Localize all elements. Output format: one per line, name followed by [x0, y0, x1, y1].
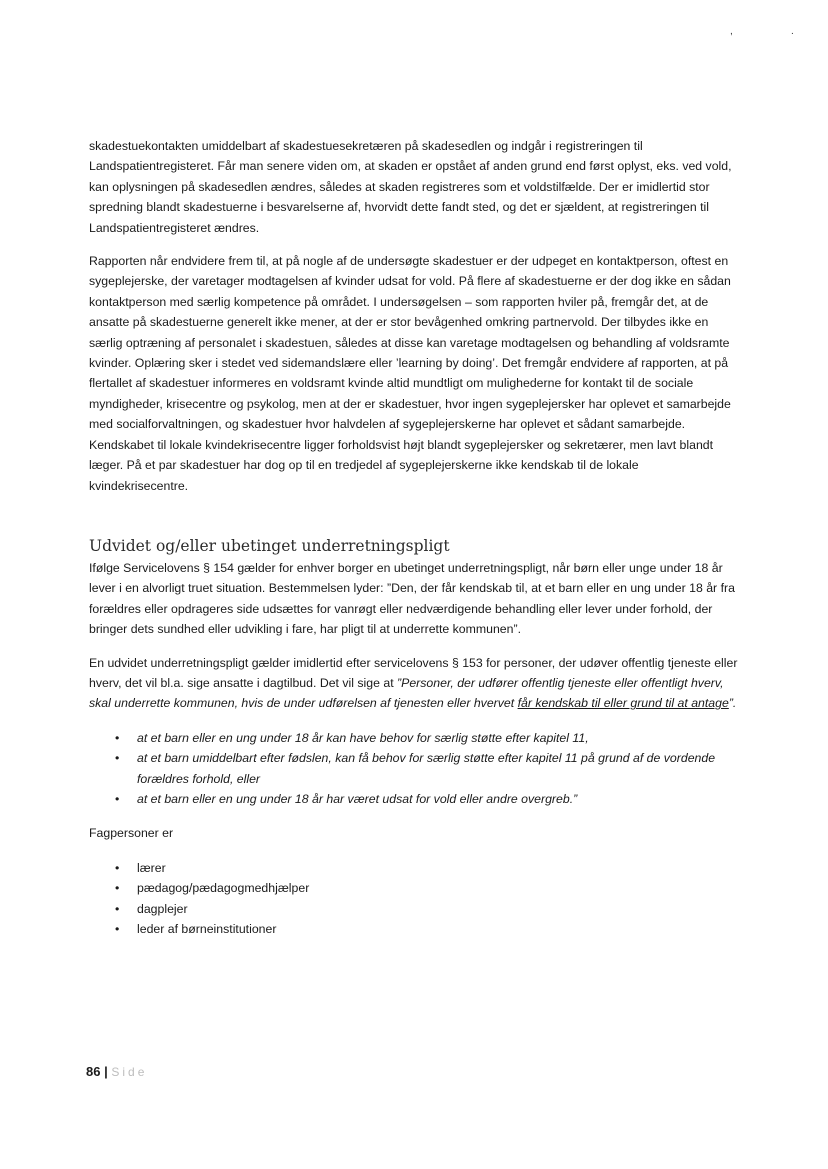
- bullet-icon: •: [115, 860, 120, 875]
- para2-quote-end: ”.: [728, 696, 737, 711]
- bullet-icon: •: [115, 881, 120, 896]
- page-footer: [86, 1064, 147, 1079]
- corner-mark-right: .: [791, 26, 794, 37]
- fagpersoner-label: Fagpersoner er: [89, 826, 174, 841]
- quote-bullet-list: [89, 728, 741, 810]
- bullet-icon: •: [115, 922, 120, 936]
- list-item: • leder af børneinstitutioner: [89, 919, 741, 939]
- footer-side-label: Side: [111, 1065, 148, 1079]
- list-item: • at et barn umiddelbart efter fødslen, kan få behov for særlig støtte efter kapitel 11 på grund af de vordende forældres forhold, eller: [89, 748, 741, 789]
- page-number: 86: [86, 1064, 101, 1079]
- paragraph-skadestuekontakten: skadestuekontakten umiddelbart af skadestuesekretæren på skadesedlen og indgår i registreringen til Landspatientregisteret. Får man senere viden om, at skaden er opstået af anden grund end først oplyst, eks. ved vold, kan oplysningen på skadesedlen ændres, således at skaden registreres som et voldstilfælde. Der er imidlertid stor spredning blandt skadestuerne i besvarelserne af, hvorvidt dette fandt sted, og det er sjældent, at registreringen til Landspatientregisteret ændres.: [89, 139, 732, 235]
- para2-italic-quote: ”Personer, der udfører offentlig tjeneste eller offentligt hverv, skal underrette kommunen, hvis de under udførelsen af tjenesten eller hvervet: [89, 675, 724, 711]
- section-heading: Udvidet og/eller ubetinget underretningspligt: [89, 536, 450, 555]
- list-item: • at et barn eller en ung under 18 år kan have behov for særlig støtte efter kapitel 11,: [89, 728, 741, 748]
- list-item: • dagplejer: [89, 899, 741, 919]
- list-item: • at et barn eller en ung under 18 år har været udsat for vold eller andre overgreb.”: [89, 789, 741, 809]
- corner-mark-left: ,: [730, 26, 733, 37]
- section-underretningspligt: [89, 536, 741, 940]
- bullet-icon: •: [115, 730, 120, 745]
- paragraph-servicelovens-153: [89, 653, 741, 714]
- bullet-icon: •: [115, 791, 120, 806]
- bullet-icon: •: [115, 751, 120, 766]
- bullet-icon: •: [115, 901, 120, 916]
- list-item: • pædagog/pædagogmedhjælper: [89, 878, 741, 898]
- paragraph-rapporten: Rapporten når endvidere frem til, at på nogle af de undersøgte skadestuer er der udpeget en kontaktperson, oftest en sygeplejerske, der varetager modtagelsen af kvinder udsat for vold. På flere af skadestuerne er der dog ikke en sådan kontaktperson med særlig kompetence på området. I undersøgelsen – som rapporten hviler på, fremgår det, at de ansatte på skadestuerne generelt ikke mener, at der er stor bevågenhed omkring partnervold. Der tilbydes ikke en særlig optræning af personalet i skadestuen, således at disse kan varetage modtagelsen og behandling af voldsramte kvinder. Oplæring sker i stedet ved sidemandslære eller ’learning by doing’. Det fremgår endvidere af rapporten, at på flertallet af skadestuer informeres en voldsramt kvinde altid mundtligt om mulighederne for kontakt til de sociale myndigheder, krisecentre og psykolog, men at der er skadestuer, hvor ingen sygeplejersker har oplevet et samarbejde med socialforvaltningen, og skadestuer hvor halvdelen af sygeplejerskerne har oplevet et sådant samarbejde. Kendskabet til lokale kvindekrisecentre ligger forholdsvist højt blandt sygeplejersker og sekretærer, men lavt blandt læger. På et par skadestuer har dog op til en tredjedel af sygeplejerskerne ikke kendskab til de lokale kvindekrisecentre.: [89, 254, 731, 493]
- footer-separator: |: [104, 1064, 108, 1079]
- para2-underlined-text: får kendskab til eller grund til at antage: [517, 696, 729, 711]
- paragraph-servicelovens-154: Ifølge Servicelovens § 154 gælder for enhver borger en ubetinget underretningspligt, når børn eller unge under 18 år lever i en alvorligt truet situation. Bestemmelsen lyder: ”Den, der får kendskab til, at et barn eller en ung under 18 år fra forældres eller opdrageres side udsættes for vanrøgt eller nedværdigende behandling eller lever under forhold, der bringer dets sundhed eller udvikling i fare, har pligt til at underrette kommunen”.: [89, 560, 735, 637]
- fagpersoner-list: [89, 858, 741, 940]
- page-content: [89, 136, 741, 939]
- list-item: • lærer: [89, 858, 741, 878]
- para2-plain-text: En udvidet underretningspligt gælder imidlertid efter servicelovens § 153 for personer, der udøver offentlig tjeneste eller hverv, det vil bl.a. sige ansatte i dagtilbud. Det vil sige at: [89, 655, 738, 690]
